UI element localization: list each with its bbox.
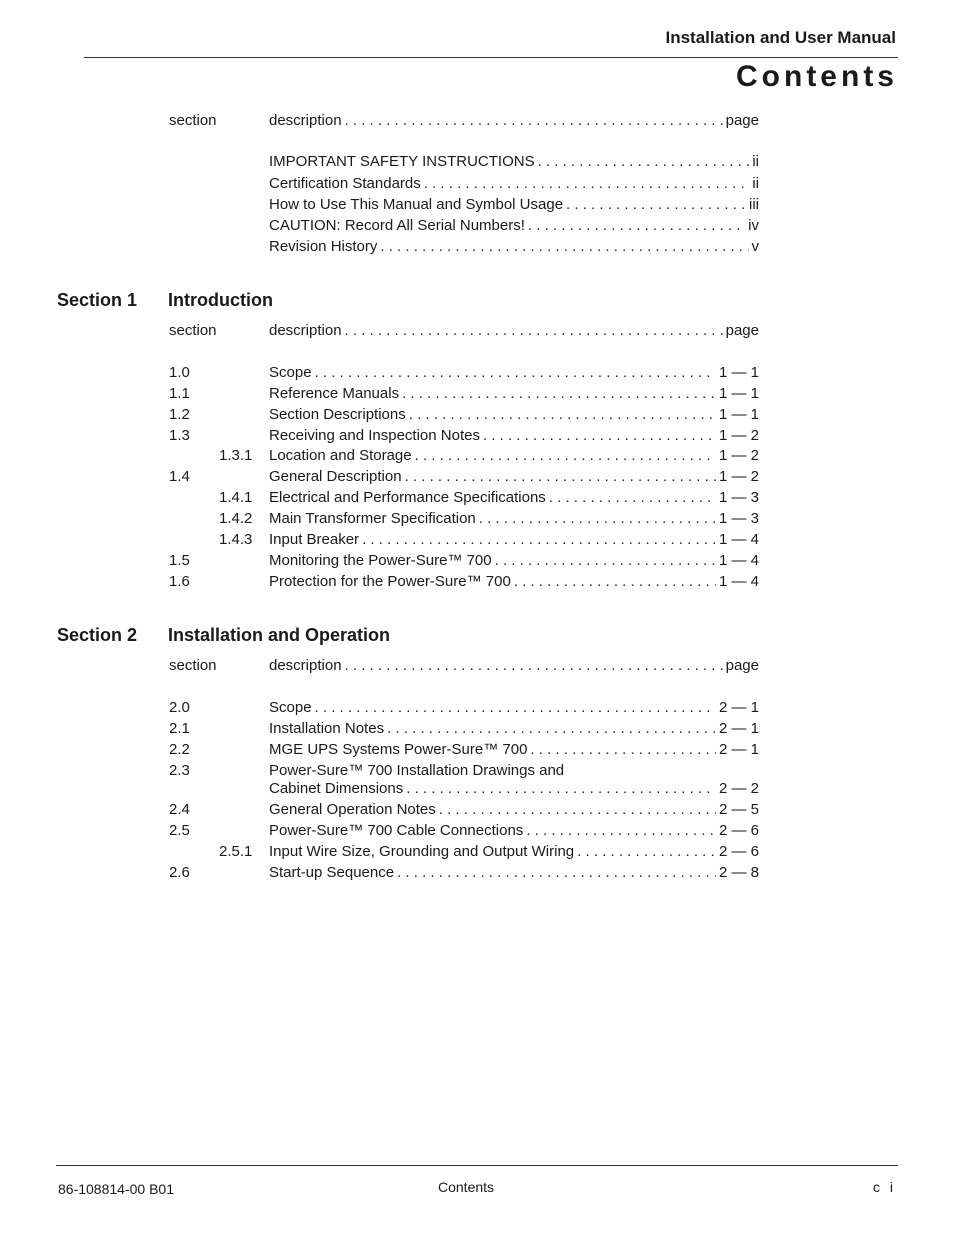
entry-title: Cabinet Dimensions (269, 780, 404, 797)
entry-page: 1 — 1 (718, 364, 759, 381)
toc-entry[interactable] (0, 467, 954, 487)
header-rule (84, 57, 898, 58)
entry-title: Monitoring the Power-Sure™ 700 (269, 552, 492, 569)
entry-subnumber: 1.4.2 (219, 510, 253, 527)
entry-title: Receiving and Inspection Notes (269, 427, 480, 444)
dot-leader (380, 237, 748, 257)
entry-page: 2 — 5 (718, 801, 759, 818)
dot-leader (424, 174, 750, 194)
entry-title: Start-up Sequence (269, 864, 395, 881)
toc-entry[interactable] (0, 488, 954, 508)
toc-entry[interactable] (0, 572, 954, 592)
column-header-page: page (725, 112, 759, 129)
entry-number: 1.1 (169, 385, 190, 402)
section-label: Section 1 (57, 290, 138, 310)
toc-column-header (0, 321, 954, 341)
toc-entry[interactable] (0, 195, 954, 215)
entry-title-page (269, 216, 759, 236)
entry-number: 1.0 (169, 364, 190, 381)
entry-title-page (269, 174, 759, 194)
toc-entry[interactable] (0, 509, 954, 529)
document-number: 86-108814-00 B01 (58, 1181, 174, 1197)
entry-title: CAUTION: Record All Serial Numbers! (269, 217, 525, 234)
entry-title-page (269, 719, 759, 739)
toc-entry[interactable] (0, 216, 954, 236)
entry-title-page (269, 384, 759, 404)
toc-entry[interactable] (0, 863, 954, 883)
dot-leader (577, 842, 716, 862)
entry-number: 1.5 (169, 552, 190, 569)
dot-leader (315, 698, 716, 718)
page-title: Contents (736, 60, 898, 93)
entry-page: 2 — 2 (718, 780, 759, 797)
toc-entry[interactable] (0, 530, 954, 550)
entry-title-page (269, 152, 759, 172)
entry-title-page (269, 800, 759, 820)
column-header-section: section (169, 322, 217, 339)
dot-leader (483, 426, 716, 446)
toc-entry[interactable] (0, 152, 954, 172)
dot-leader (362, 530, 716, 550)
toc-entry[interactable] (0, 740, 954, 760)
entry-number: 2.6 (169, 864, 190, 881)
toc-entry[interactable] (0, 551, 954, 571)
section-name: Installation and Operation (168, 625, 391, 645)
entry-page: 1 — 2 (718, 468, 759, 485)
entry-title-page (269, 467, 759, 487)
toc-column-header (0, 111, 954, 131)
dot-leader (528, 216, 745, 236)
entry-title-page (269, 821, 759, 841)
toc-entry[interactable] (0, 719, 954, 739)
entry-subnumber: 1.3.1 (219, 447, 253, 464)
dot-leader (406, 779, 716, 799)
entry-title-page (269, 405, 759, 425)
entry-number: 1.6 (169, 573, 190, 590)
entry-title: Electrical and Performance Specifications (269, 489, 546, 506)
entry-page: 1 — 3 (718, 489, 759, 506)
entry-number: 2.4 (169, 801, 190, 818)
entry-title: Protection for the Power-Sure™ 700 (269, 573, 511, 590)
entry-title: General Operation Notes (269, 801, 436, 818)
entry-title-page (269, 740, 759, 760)
entry-title: Input Wire Size, Grounding and Output Wiring (269, 843, 575, 860)
entry-title-page (269, 698, 759, 718)
entry-page: 2 — 1 (718, 720, 759, 737)
entry-page: iii (749, 196, 759, 213)
entry-page: iv (748, 217, 759, 234)
entry-subnumber: 1.4.3 (219, 531, 253, 548)
dot-leader (397, 863, 716, 883)
entry-number: 2.2 (169, 741, 190, 758)
entry-number: 2.3 (169, 762, 190, 779)
entry-title: Revision History (269, 238, 378, 255)
dot-leader (345, 656, 723, 676)
entry-page: 1 — 4 (718, 531, 759, 548)
dot-leader (479, 509, 716, 529)
column-header-description: description (269, 322, 342, 339)
toc-entry[interactable] (0, 821, 954, 841)
toc-entry-line (0, 761, 954, 781)
dot-leader (439, 800, 716, 820)
entry-page: 2 — 8 (718, 864, 759, 881)
dot-leader (387, 719, 716, 739)
toc-entry[interactable] (0, 446, 954, 466)
entry-title: Certification Standards (269, 175, 421, 192)
dot-leader (549, 488, 716, 508)
dot-leader (405, 467, 716, 487)
dot-leader (495, 551, 716, 571)
dot-leader (566, 195, 746, 215)
manual-title: Installation and User Manual (665, 28, 896, 47)
toc-column-header (0, 656, 954, 676)
toc-entry[interactable] (0, 779, 954, 799)
page-number: c i (873, 1179, 896, 1195)
entry-title-page (269, 363, 759, 383)
entry-title: Reference Manuals (269, 385, 400, 402)
entry-page: 1 — 4 (718, 552, 759, 569)
toc-entry[interactable] (0, 237, 954, 257)
entry-page: 2 — 1 (718, 699, 759, 716)
column-header-page: page (725, 657, 759, 674)
entry-number: 2.5 (169, 822, 190, 839)
column-header-description: description (269, 657, 342, 674)
column-header-description-page (269, 656, 759, 676)
dot-leader (514, 572, 716, 592)
dot-leader (345, 321, 723, 341)
entry-title-page (269, 572, 759, 592)
toc-entry[interactable] (0, 174, 954, 194)
toc-entry[interactable] (0, 426, 954, 446)
toc-entry[interactable] (0, 405, 954, 425)
entry-title: IMPORTANT SAFETY INSTRUCTIONS (269, 153, 535, 170)
entry-number: 1.3 (169, 427, 190, 444)
dot-leader (415, 446, 716, 466)
entry-title: Input Breaker (269, 531, 360, 548)
entry-title-page (269, 842, 759, 862)
column-header-page: page (725, 322, 759, 339)
entry-page: ii (752, 153, 759, 170)
entry-title-page (269, 426, 759, 446)
entry-title-page (269, 509, 759, 529)
entry-number: 1.2 (169, 406, 190, 423)
column-header-section: section (169, 657, 217, 674)
entry-title: Section Descriptions (269, 406, 406, 423)
toc-entry[interactable] (0, 800, 954, 820)
dot-leader (526, 821, 716, 841)
entry-title-page (269, 195, 759, 215)
entry-title: Power-Sure™ 700 Cable Connections (269, 822, 524, 839)
toc-entry[interactable] (0, 698, 954, 718)
entry-number: 2.0 (169, 699, 190, 716)
entry-page: 1 — 2 (718, 447, 759, 464)
footer-section-name: Contents (438, 1179, 495, 1195)
dot-leader (345, 111, 723, 131)
entry-title-page (269, 488, 759, 508)
toc-entry[interactable] (0, 842, 954, 862)
entry-subnumber: 1.4.1 (219, 489, 253, 506)
column-header-section: section (169, 112, 217, 129)
entry-title: Main Transformer Specification (269, 510, 476, 527)
section-heading (57, 288, 273, 312)
entry-page: 2 — 1 (718, 741, 759, 758)
entry-title: How to Use This Manual and Symbol Usage (269, 196, 564, 213)
entry-title-page (269, 530, 759, 550)
entry-page: ii (752, 175, 759, 192)
dot-leader (402, 384, 716, 404)
entry-number: 1.4 (169, 468, 190, 485)
section-heading (57, 623, 391, 647)
entry-page: 1 — 2 (718, 427, 759, 444)
dot-leader (315, 363, 716, 383)
entry-page: 2 — 6 (718, 843, 759, 860)
column-header-description-page (269, 321, 759, 341)
entry-title: MGE UPS Systems Power-Sure™ 700 (269, 741, 528, 758)
entry-title: Location and Storage (269, 447, 412, 464)
entry-title: Scope (269, 699, 312, 716)
entry-page: 1 — 4 (718, 573, 759, 590)
entry-title: Scope (269, 364, 312, 381)
entry-number: 2.1 (169, 720, 190, 737)
entry-title: General Description (269, 468, 402, 485)
entry-title-line: Power-Sure™ 700 Installation Drawings and (269, 762, 565, 779)
entry-title: Installation Notes (269, 720, 385, 737)
entry-page: 1 — 3 (718, 510, 759, 527)
entry-page: v (751, 238, 759, 255)
entry-page: 1 — 1 (718, 406, 759, 423)
entry-title-page (269, 237, 759, 257)
entry-title-page (269, 863, 759, 883)
dot-leader (538, 152, 750, 172)
section-label: Section 2 (57, 625, 138, 645)
entry-page: 2 — 6 (718, 822, 759, 839)
entry-title-page (269, 446, 759, 466)
entry-title-page (269, 779, 759, 799)
dot-leader (530, 740, 716, 760)
column-header-description: description (269, 112, 342, 129)
toc-entry[interactable] (0, 363, 954, 383)
entry-subnumber: 2.5.1 (219, 843, 253, 860)
section-name: Introduction (168, 290, 273, 310)
column-header-description-page (269, 111, 759, 131)
entry-title-page (269, 551, 759, 571)
toc-entry[interactable] (0, 384, 954, 404)
dot-leader (409, 405, 716, 425)
footer-rule (56, 1165, 898, 1166)
entry-page: 1 — 1 (718, 385, 759, 402)
